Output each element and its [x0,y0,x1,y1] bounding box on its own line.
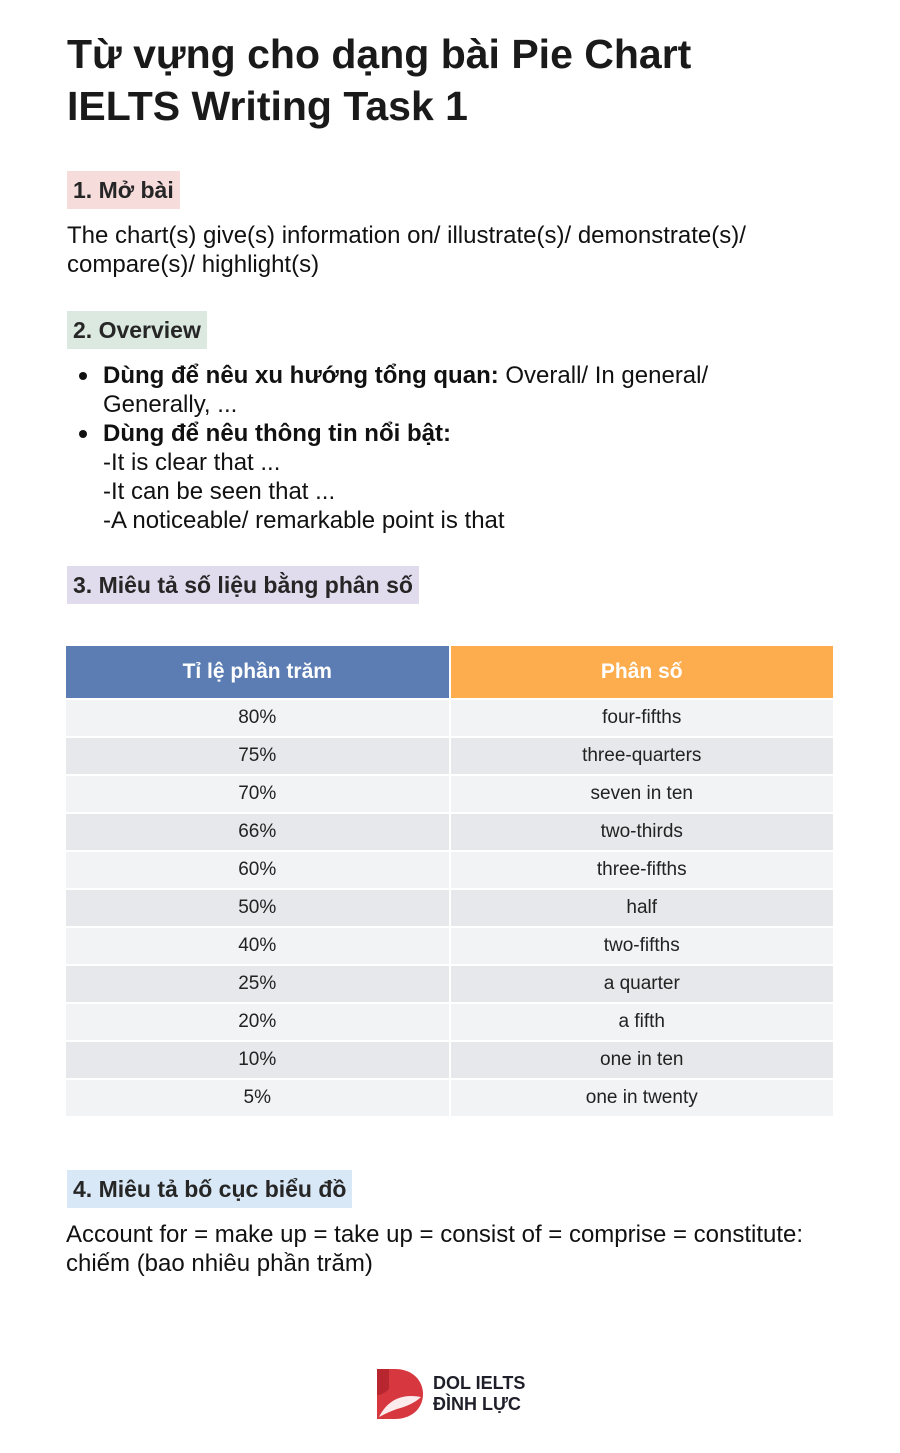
overview-bullet-highlight-label: Dùng để nêu thông tin nổi bật: [103,420,451,447]
cell-fraction: a quarter [450,965,834,1003]
overview-bullet-trend-text: Overall/ In general/ Generally, ... [103,362,709,418]
section-heading-overview: 2. Overview [67,311,207,349]
table-row [66,775,833,813]
overview-phrase: -It is clear that ... [103,449,281,476]
table-row [66,889,833,927]
cell-percent: 75% [66,737,450,775]
page-title-line1: Từ vựng cho dạng bài Pie Chart [67,31,692,77]
table-row [66,1041,833,1079]
cell-percent: 70% [66,775,450,813]
cell-percent: 10% [66,1041,450,1079]
bullet-dot-icon [79,430,87,438]
dol-logo-icon [375,1365,425,1421]
bullet-dot-icon [79,372,87,380]
cell-percent: 5% [66,1079,450,1116]
overview-bullet-highlight [67,419,767,535]
table-header-row [66,646,833,699]
cell-fraction: one in ten [450,1041,834,1079]
layout-text: Account for = make up = take up = consist of = comprise = constitute: chiếm (bao nhiêu phần trăm) [66,1221,804,1277]
table-row [66,699,833,737]
cell-percent: 66% [66,813,450,851]
page-title-line2: IELTS Writing Task 1 [67,83,468,129]
cell-fraction: three-quarters [450,737,834,775]
overview-list [67,361,767,535]
cell-percent: 80% [66,699,450,737]
table-row [66,737,833,775]
section-heading-intro: 1. Mở bài [67,171,180,209]
cell-fraction: one in twenty [450,1079,834,1116]
cell-fraction: four-fifths [450,699,834,737]
cell-fraction: a fifth [450,1003,834,1041]
cell-fraction: two-thirds [450,813,834,851]
header-percent: Tỉ lệ phần trăm [66,646,450,699]
table-row [66,851,833,889]
cell-percent: 20% [66,1003,450,1041]
section-heading-layout: 4. Miêu tả bố cục biểu đồ [67,1170,352,1208]
page-title [67,28,847,132]
logo-line1: DOL IELTS [433,1373,526,1393]
cell-fraction: seven in ten [450,775,834,813]
table-row [66,965,833,1003]
cell-fraction: three-fifths [450,851,834,889]
section-heading-fractions: 3. Miêu tả số liệu bằng phân số [67,566,419,604]
cell-percent: 60% [66,851,450,889]
overview-phrase: -A noticeable/ remarkable point is that [103,507,505,534]
table-row [66,1079,833,1116]
intro-text: The chart(s) give(s) information on/ illustrate(s)/ demonstrate(s)/ compare(s)/ highlight(s) [67,222,746,278]
cell-percent: 50% [66,889,450,927]
fraction-table [66,646,833,1116]
logo-text [433,1373,525,1415]
logo-line2: ĐÌNH LỰC [433,1394,521,1414]
overview-bullet-trend-label: Dùng để nêu xu hướng tổng quan: [103,362,499,389]
table-row [66,813,833,851]
dol-ielts-logo [375,1365,535,1421]
cell-fraction: two-fifths [450,927,834,965]
cell-fraction: half [450,889,834,927]
overview-bullet-trend [67,361,767,419]
overview-phrase: -It can be seen that ... [103,478,336,505]
cell-percent: 25% [66,965,450,1003]
header-fraction: Phân số [450,646,834,699]
table-row [66,927,833,965]
fraction-table-container [66,646,833,1116]
cell-percent: 40% [66,927,450,965]
table-row [66,1003,833,1041]
